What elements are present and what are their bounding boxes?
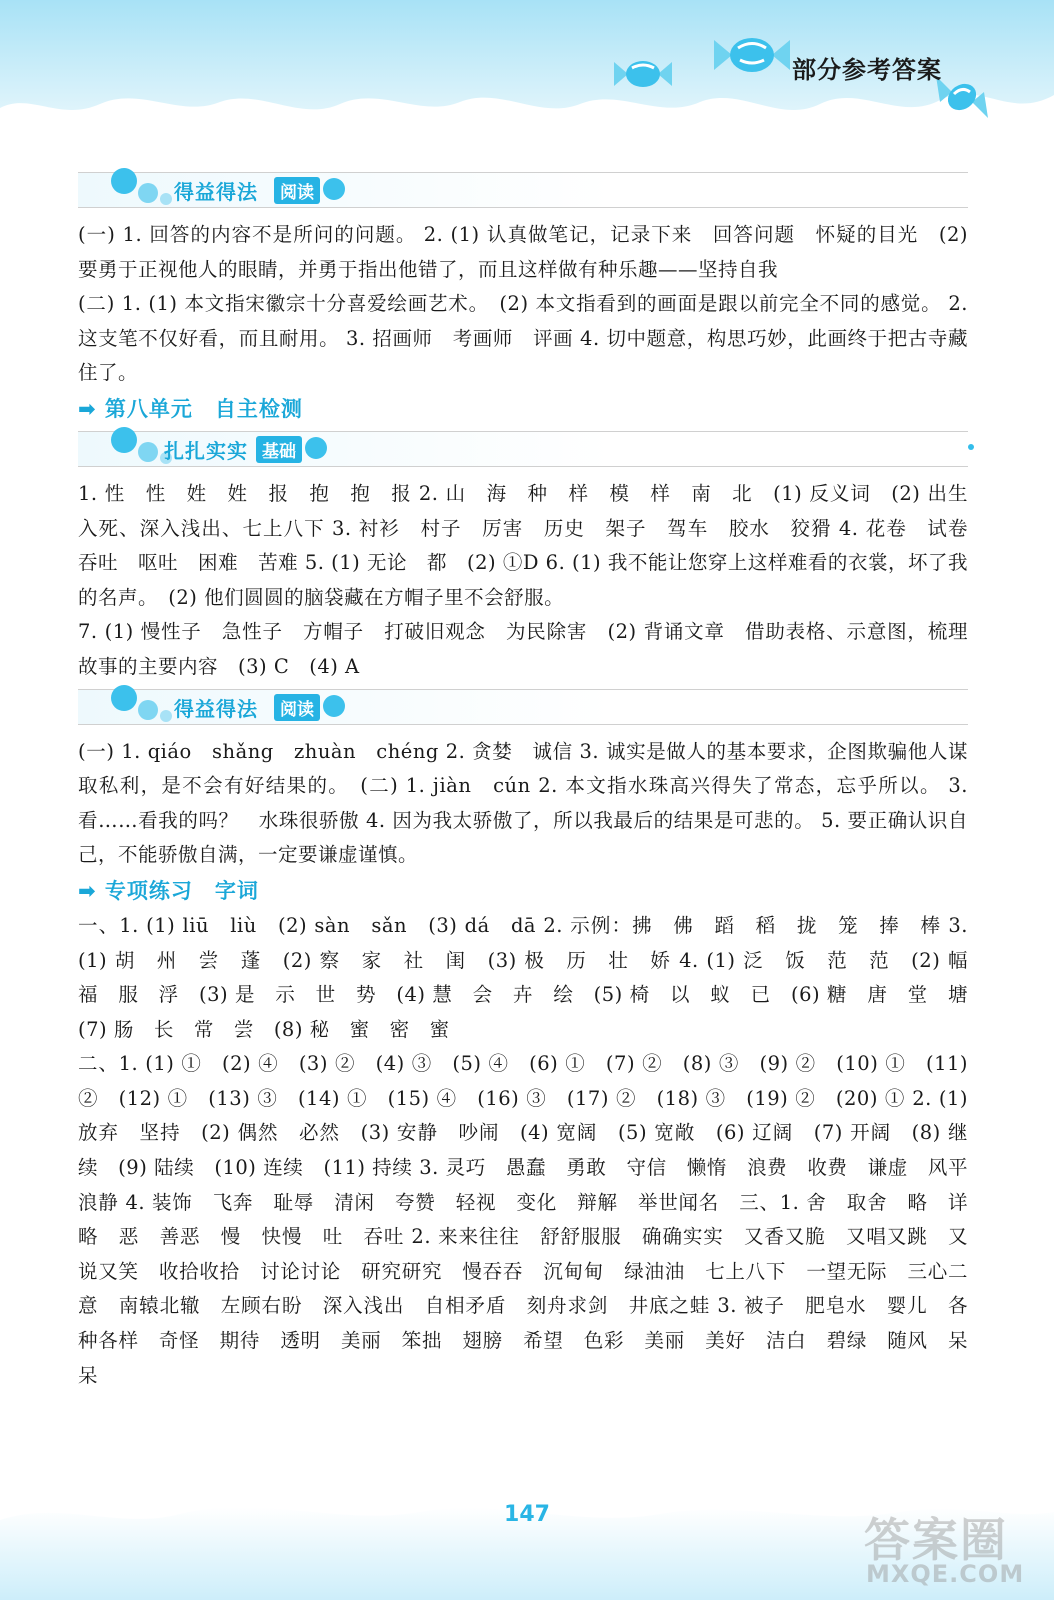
banner-label: 扎扎实实 (164, 438, 248, 463)
bubble-icon (322, 177, 346, 201)
page-number: 147 (504, 1502, 550, 1527)
banner-tag: 阅读 (274, 177, 320, 204)
practice-heading: ➡ 专项练习 字词 (78, 878, 259, 903)
banner-label: 得益得法 (174, 696, 258, 721)
banner-label: 得益得法 (174, 180, 258, 204)
bubbles-icon (108, 678, 178, 728)
answer-paragraph: (一) 1. 回答的内容不是所问的问题。 2. (1) 认真做笔记，记录下来 回答问题 怀疑的目光 (2) 要勇于正视他人的眼睛，并勇于指出他错了，而且这样做有种乐趣——坚持自我 (78, 223, 968, 281)
bubbles-icon (108, 161, 178, 211)
section-banner (78, 172, 968, 208)
bubble-icon (304, 436, 328, 460)
watermark-line1: 答案圈 (864, 1513, 1008, 1567)
bubble-icon (322, 694, 346, 718)
candy-icon (612, 54, 674, 94)
answer-paragraph: 二、1. (1) ① (2) ④ (3) ② (4) ③ (5) ④ (6) ① (7) ② (8) ③ (9) ② (10) ① (11) ② (12) ① (13) ③ (14) ① (15) ④ (16) ③ (17) ② (18) ③ (19) ② (20) ① 2. (1) 放弃 坚持 (2) 偶然 必然 (3) 安静 吵闹 (4) 宽阔 (5) 宽敞 (6) 辽阔 (7) 开阔 (8) 继续 (9) 陆续 (10) 连续 (11) 持续 3. 灵巧 愚蠢 勇敢 守信 懒惰 浪费 收费 谦虚 风平浪静 4. 装饰 飞奔 耻辱 清闲 夸赞 轻视 变化 辩解 举世闻名 三、1. 舍 取舍 略 详略 恶 善恶 慢 快慢 吐 吞吐 2. 来来往往 舒舒服服 确确实实 又香又脆 又唱又跳 又说又笑 收拾收拾 讨论讨论 研究研究 慢吞吞 沉甸甸 绿油油 七上八下 一望无际 三心二意 南辕北辙 左顾右盼 深入浅出 自相矛盾 刻舟求剑 井底之蛙 3. 被子 肥皂水 婴儿 各种各样 奇怪 期待 透明 美丽 笨拙 翅膀 希望 色彩 美丽 美好 洁白 碧绿 随风 呆呆 (78, 1052, 968, 1387)
answer-content (78, 168, 989, 1393)
answer-paragraph: 1. 性 性 姓 姓 报 抱 抱 报 2. 山 海 种 样 模 样 南 北 (1) 反义词 (2) 出生入死、深入浅出、七上八下 3. 衬衫 村子 厉害 历史 架子 驾车 胶水 狡猾 4. 花卷 试卷 吞吐 呕吐 困难 苦难 5. (1) 无论 都 (2) ①D 6. (1) 我不能让您穿上这样难看的衣裳，坏了我的名声。 (2) 他们圆圆的脑袋藏在方帽子里不会舒服。 (78, 481, 989, 609)
banner-dot (968, 444, 974, 450)
unit-heading: ➡ 第八单元 自主检测 (78, 396, 303, 421)
watermark-line2: MXQE.COM (866, 1560, 1025, 1588)
section-banner (78, 689, 968, 725)
banner-tag: 阅读 (274, 694, 320, 721)
section-banner (78, 431, 968, 467)
watermark-logo (862, 1504, 1042, 1594)
answer-paragraph: 7. (1) 慢性子 急性子 方帽子 打破旧观念 为民除害 (2) 背诵文章 借助表格、示意图，梳理故事的主要内容 (3) C (4) A (78, 620, 968, 678)
candy-icon (712, 30, 792, 80)
answer-paragraph: (二) 1. (1) 本文指宋徽宗十分喜爱绘画艺术。 (2) 本文指看到的画面是跟以前完全不同的感觉。 2. 这支笔不仅好看，而且耐用。 3. 招画师 考画师 评画 4. 切中题意，构思巧妙，此画终于把古寺藏住了。 (78, 292, 968, 385)
answer-paragraph: 一、1. (1) liū liù (2) sàn sǎn (3) dá dā 2. 示例：拂 佛 蹈 稻 拢 笼 捧 棒 3. (1) 胡 州 尝 蓬 (2) 察 家 社 闺 (3) 极 历 壮 娇 4. (1) 泛 饭 范 范 (2) 幅 福 服 浮 (3) 是 示 世 势 (4) 慧 会 卉 绘 (5) 椅 以 蚁 已 (6) 糖 唐 堂 塘 (7) 肠 长 常 尝 (8) 秘 蜜 密 蜜 (78, 913, 989, 1041)
answer-paragraph: (一) 1. qiáo shǎng zhuàn chéng 2. 贪婪 诚信 3. 诚实是做人的基本要求，企图欺骗他人谋取私利，是不会有好结果的。 (二) 1. jiàn cún 2. 本文指水珠高兴得失了常态，忘乎所以。 3. 看……看我的吗？ 水珠很骄傲 4. 因为我太骄傲了，所以我最后的结果是可悲的。 5. 要正确认识自己，不能骄傲自满，一定要谦虚谨慎。 (78, 739, 968, 867)
header-title: 部分参考答案 (792, 56, 942, 84)
banner-tag: 基础 (256, 436, 302, 463)
